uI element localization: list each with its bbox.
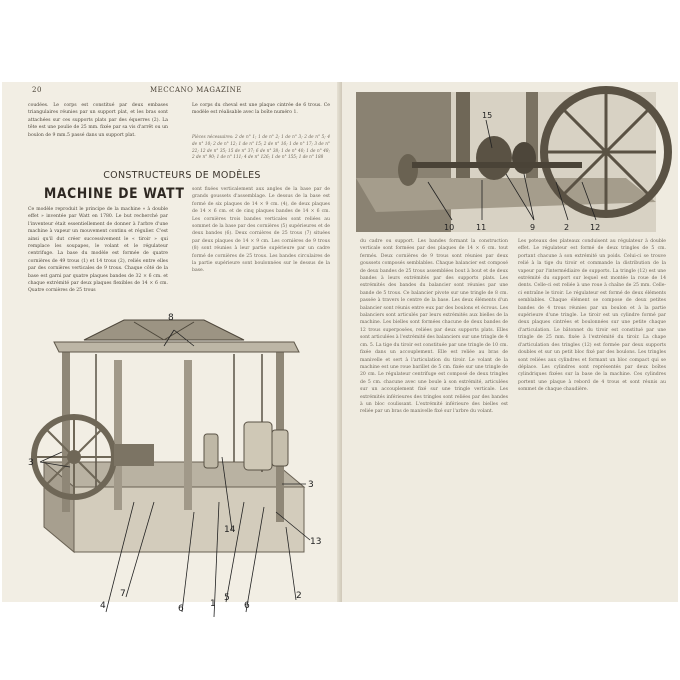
left-page <box>2 82 342 614</box>
cylinder-small <box>272 430 288 466</box>
callout-3-left: 3 <box>28 458 34 468</box>
right-page-left-column: du cadre ou support. Les bandes formant la construction verticale sont formées par des plaques de 14 × 6 cm. tout fermés. Deux cornières de 9 trous sont réunies par deux goussets composés semblables. Chaque balancier est composé de deux bandes de 25 trous assemblées bout à bout et de deux bandes à leurs extrémités par des supports plats. Les extrémités des bandes du balancier sont réunies par une bande de 5 trous. Ce balancier pivote sur une tringle de 8 cm. passée à travers le centre de la base. Les deux éléments d'un balancier sont réunis entre eux par des boulons et écrous. Les balanciers sont articulés par leurs extrémités aux bielles de la machine. Les bielles sont formées chacune de deux bandes de 12 trous superposées, reliées par deux supports plats. Elles sont articulées à l'extrémité des balanciers sur une tringle de 4 cm. 5. La tige du tiroir est constituée par une tringle de 10 cm. fixée dans un accouplement. Elle est reliée au bras de manivelle et sert à l'articulation du tiroir. Le volant de la machine est une roue barillet de 5 cm. fixée sur une tringle de 20 cm. Le régulateur centrifuge est composé de deux tringles de 5 cm. chacune avec une boule à son extrémité, articulées sur un accouplement fixé sur une tringle verticale. Les extrémités inférieures des tringles sont reliées par des bandes à un bloc coulissant. L'extrémité inférieure des bielles est reliée par un bras de manivelle fixé sur l'arbre du volant. <box>360 239 509 415</box>
column-left-inner <box>114 360 122 510</box>
callout-2: 2 <box>296 591 302 601</box>
cylinder-large <box>244 422 272 470</box>
watt-engine-illustration <box>14 312 324 614</box>
callout-1: 1 <box>210 599 216 609</box>
callout-14: 14 <box>224 525 236 535</box>
intro-left-column: coudées. Le corps est constitué par deux embases triangulaires réunies par un support plat, et les bras sont attachées sur ces supports plats par des équerres (2). La tête est une poulie de 25 mm. fixée par sa vis d'arrêt ou un boulon de 9 mm.5 passé dans un support plat. <box>28 103 168 138</box>
crank-gear <box>114 444 154 466</box>
photo-gear-large <box>476 136 512 180</box>
callout-8: 8 <box>168 313 174 323</box>
callout-6-right: 6 <box>244 601 250 611</box>
cylinder-center <box>204 434 218 468</box>
photo-callout-15: 15 <box>482 111 493 120</box>
callout-5: 5 <box>224 593 230 603</box>
beam <box>84 320 244 340</box>
callout-13: 13 <box>310 537 322 547</box>
callout-6-left: 6 <box>178 604 184 614</box>
right-page <box>342 82 678 602</box>
flywheel-spokes <box>34 417 114 497</box>
column-right-inner <box>184 360 192 510</box>
callout-4: 4 <box>100 601 106 611</box>
running-head <box>32 86 322 98</box>
magazine-title: MECCANO MAGAZINE <box>150 86 242 94</box>
photo-callout-9: 9 <box>530 223 536 232</box>
right-page-right-column: Les poteaux des plateaux conduisent au régulateur à double effet. Le régulateur est formé de deux tringles de 5 cm. portant chacune à son extrémité un poids. Celui-ci se trouve relié à la tige du tiroir et commande la distribution de la vapeur par l'intermédiaire de supports. La tringle (12) est une extrémité du support sur lequel est montée la roue de 14 dents. Celle-ci est reliée à une roue à chaîne de 25 mm. Celle-ci entraîne le tiroir. Le régulateur est formé de deux éléments semblables. Chaque élément se compose de deux petites bandes de 4 trous réunies par un boulon et à la partie supérieure d'une tringle. Le tiroir est un cylindre formé par deux plaques cintrées et boulonnées sur une petite chaque d'articulation. Le bâtonnet du tiroir est constitué par une tringle de 25 mm. fixée à l'extrémité du tiroir. La chape d'articulation des tringles (12) est formée par deux supports doubles et sur un petit bloc fixé par des boulons. Les tringles sont reliées aux cylindres et formant un bloc compact qui se déplace. Les cylindres sont représentés par deux boîtes cylindriques fixées sur la base de la machine. Ces cylindres portent une plaque à rebord de 4 trous et sont réunis au sommet de chaque chaudière. <box>518 239 666 393</box>
page-number: 20 <box>32 86 42 94</box>
article-lead-text: Ce modèle reproduit le principe de la machine « à double effet » inventée par Watt en 1780. Le but recherché par l'inventeur était essentiellement de donner à l'arbre d'une machine à vapeur un mouvement continu et régulier. C'est ainsi qu'il dut créer successivement le « tiroir » qui remplace les soupapes, le volant et le régulateur centrifuge. La base du modèle est formée de quatre cornières de 49 trous (1) et 14 trous (2), reliés entre elles par des cornières verticales de 9 trous. Chaque côté de la base est garni par quatre plaques bandes de 32 × 6 cm. et chaque extrémité par deux plaques flexibles de 14 × 6 cm. Quatre cornières de 25 trous <box>28 207 168 294</box>
photo-callout-10: 10 <box>444 223 455 232</box>
top-frame <box>54 342 299 352</box>
intro-right-column: Le corps du cheval est une plaque cintrée de 6 trous. Ce modèle est réalisable avec la boîte numéro 1. <box>192 103 330 116</box>
parts-list: Pièces nécessaires: 2 de n° 1; 1 de n° 2; 1 de n° 3; 2 de n° 5; 4 de n° 10; 2 de n° 12; 1 de n° 15; 2 de n° 16; 1 de n° 17; 3 de n° 22; 12 de n° 35; 15 de n° 37; 6 de n° 38; 1 de n° 40; 1 de n° 48; 2 de n° 90; 1 de n° 111; 4 de n° 126; 1 de n° 155; 1 de n° 188 <box>192 134 330 160</box>
photo-shaft <box>412 162 582 168</box>
photo-callout-11: 11 <box>476 223 487 232</box>
photo-callout-2: 2 <box>564 223 570 232</box>
section-title: CONSTRUCTEURS DE MODÈLES <box>103 170 261 181</box>
column-left <box>62 352 70 512</box>
article-right-column: sont fixées verticalement aux angles de la base par de grands goussets d'assemblage. Le dessus de la base est formé de six plaques de 14 × 9 cm. (4), de deux plaques de 14 × 6 cm. et de cinq plaques bandes de 14 × 6 cm. Les cornières trois bandes verticales sont reliées au sommet de la base par des cornières (5) supérieures et de deux bandes (6). Deux cornières de 25 trous (7) situées par deux plaques de 14 × 9 cm. Les cornières de 9 trous (8) sont réunies à leur partie supérieure par un cadre formé de cornières de 25 trous. Les bandes circulaires de la partie supérieure sont boulonnées sur le dessus de la base. <box>192 187 330 274</box>
photo-callout-12: 12 <box>590 223 601 232</box>
mechanism-photo <box>356 92 656 232</box>
callout-7: 7 <box>120 589 126 599</box>
article-title: MACHINE DE WATT <box>44 186 185 202</box>
callout-3-right: 3 <box>308 480 314 490</box>
photo-disc <box>398 154 418 186</box>
magazine-spread <box>2 82 678 614</box>
photo-gear-small <box>512 142 536 174</box>
